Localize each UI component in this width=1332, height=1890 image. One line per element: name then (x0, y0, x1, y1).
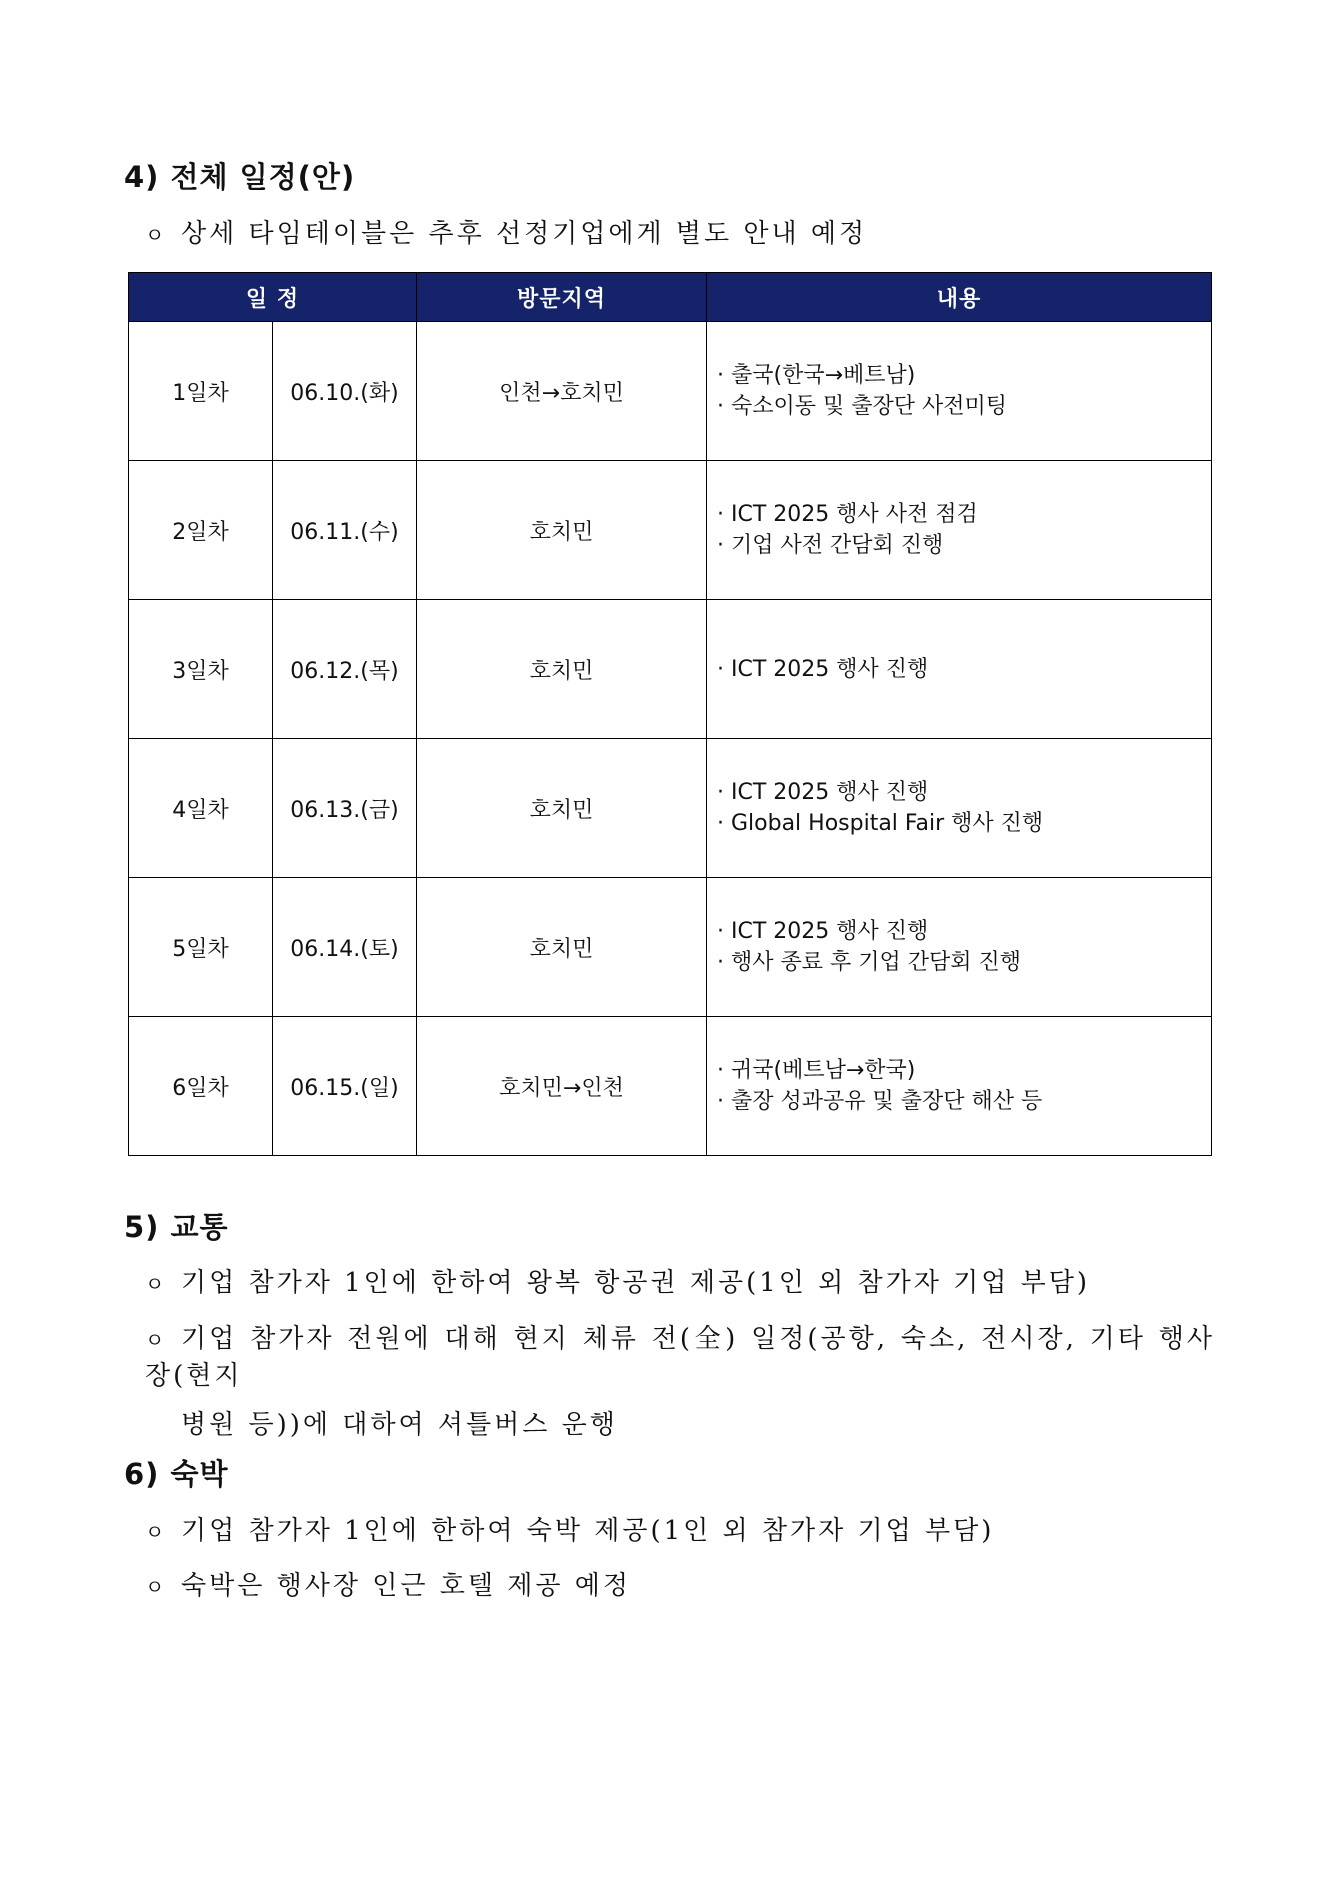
content-cell (707, 739, 1212, 878)
date-cell: 06.10.(화) (273, 322, 417, 461)
content-item: · ICT 2025 행사 진행 (717, 919, 929, 944)
content-item: · ICT 2025 행사 진행 (717, 780, 929, 805)
region-cell: 호치민 (417, 739, 707, 878)
day-cell: 6일차 (129, 1017, 273, 1156)
table-row (129, 461, 1212, 600)
section-4-bullet (145, 213, 867, 250)
bullet-text: 상세 타임테이블은 추후 선정기업에게 별도 안내 예정 (181, 219, 868, 249)
bullet-marker-icon: ㅇ (145, 1575, 168, 1599)
table-row (129, 878, 1212, 1017)
day-cell: 3일차 (129, 600, 273, 739)
day-cell: 2일차 (129, 461, 273, 600)
date-cell: 06.12.(목) (273, 600, 417, 739)
region-cell: 호치민 (417, 878, 707, 1017)
bullet-text: 숙박은 행사장 인근 호텔 제공 예정 (181, 1571, 631, 1601)
section-5-bullet-1 (145, 1262, 1090, 1299)
table-header-row (129, 273, 1212, 322)
content-item: · 행사 종료 후 기업 간담회 진행 (717, 950, 1021, 975)
section-6-heading: 6) 숙박 (124, 1457, 229, 1491)
section-5-heading: 5) 교통 (124, 1210, 229, 1244)
region-cell: 호치민 (417, 600, 707, 739)
date-cell: 06.13.(금) (273, 739, 417, 878)
bullet-text: 기업 참가자 전원에 대해 현지 체류 전(全) 일정(공항, 숙소, 전시장, 기타 행사장(현지 (145, 1324, 1215, 1391)
date-cell: 06.14.(토) (273, 878, 417, 1017)
content-cell (707, 600, 1212, 739)
bullet-marker-icon: ㅇ (145, 1520, 168, 1544)
content-item: · Global Hospital Fair 행사 진행 (717, 811, 1044, 836)
section-4-heading: 4) 전체 일정(안) (124, 160, 356, 194)
bullet-text-continued: 병원 등))에 대하여 셔틀버스 운행 (181, 1410, 618, 1440)
content-item: · 귀국(베트남→한국) (717, 1058, 916, 1083)
region-cell: 호치민 (417, 461, 707, 600)
date-cell: 06.15.(일) (273, 1017, 417, 1156)
content-item: · 숙소이동 및 출장단 사전미팅 (717, 394, 1007, 419)
content-item: · 기업 사전 간담회 진행 (717, 533, 944, 558)
header-schedule: 일 정 (129, 273, 417, 322)
header-region: 방문지역 (417, 273, 707, 322)
content-cell (707, 1017, 1212, 1156)
bullet-text: 기업 참가자 1인에 한하여 숙박 제공(1인 외 참가자 기업 부담) (181, 1516, 995, 1546)
schedule-table (128, 272, 1212, 1156)
table-row (129, 1017, 1212, 1156)
bullet-marker-icon: ㅇ (145, 223, 168, 247)
section-5-bullet-2 (145, 1318, 1215, 1441)
content-item: · 출국(한국→베트남) (717, 363, 916, 388)
section-6-bullet-1 (145, 1510, 994, 1547)
bullet-marker-icon: ㅇ (145, 1272, 168, 1296)
table-row (129, 739, 1212, 878)
content-cell (707, 322, 1212, 461)
region-cell: 호치민→인천 (417, 1017, 707, 1156)
content-item: · ICT 2025 행사 사전 점검 (717, 502, 978, 527)
date-cell: 06.11.(수) (273, 461, 417, 600)
content-cell (707, 878, 1212, 1017)
content-cell (707, 461, 1212, 600)
bullet-text: 기업 참가자 1인에 한하여 왕복 항공권 제공(1인 외 참가자 기업 부담) (181, 1268, 1091, 1298)
day-cell: 4일차 (129, 739, 273, 878)
day-cell: 5일차 (129, 878, 273, 1017)
bullet-marker-icon: ㅇ (145, 1328, 168, 1352)
table-row (129, 322, 1212, 461)
table-row (129, 600, 1212, 739)
day-cell: 1일차 (129, 322, 273, 461)
section-6-bullet-2 (145, 1565, 631, 1602)
region-cell: 인천→호치민 (417, 322, 707, 461)
content-item: · 출장 성과공유 및 출장단 해산 등 (717, 1089, 1043, 1114)
content-item: · ICT 2025 행사 진행 (717, 656, 929, 682)
header-content: 내용 (707, 273, 1212, 322)
